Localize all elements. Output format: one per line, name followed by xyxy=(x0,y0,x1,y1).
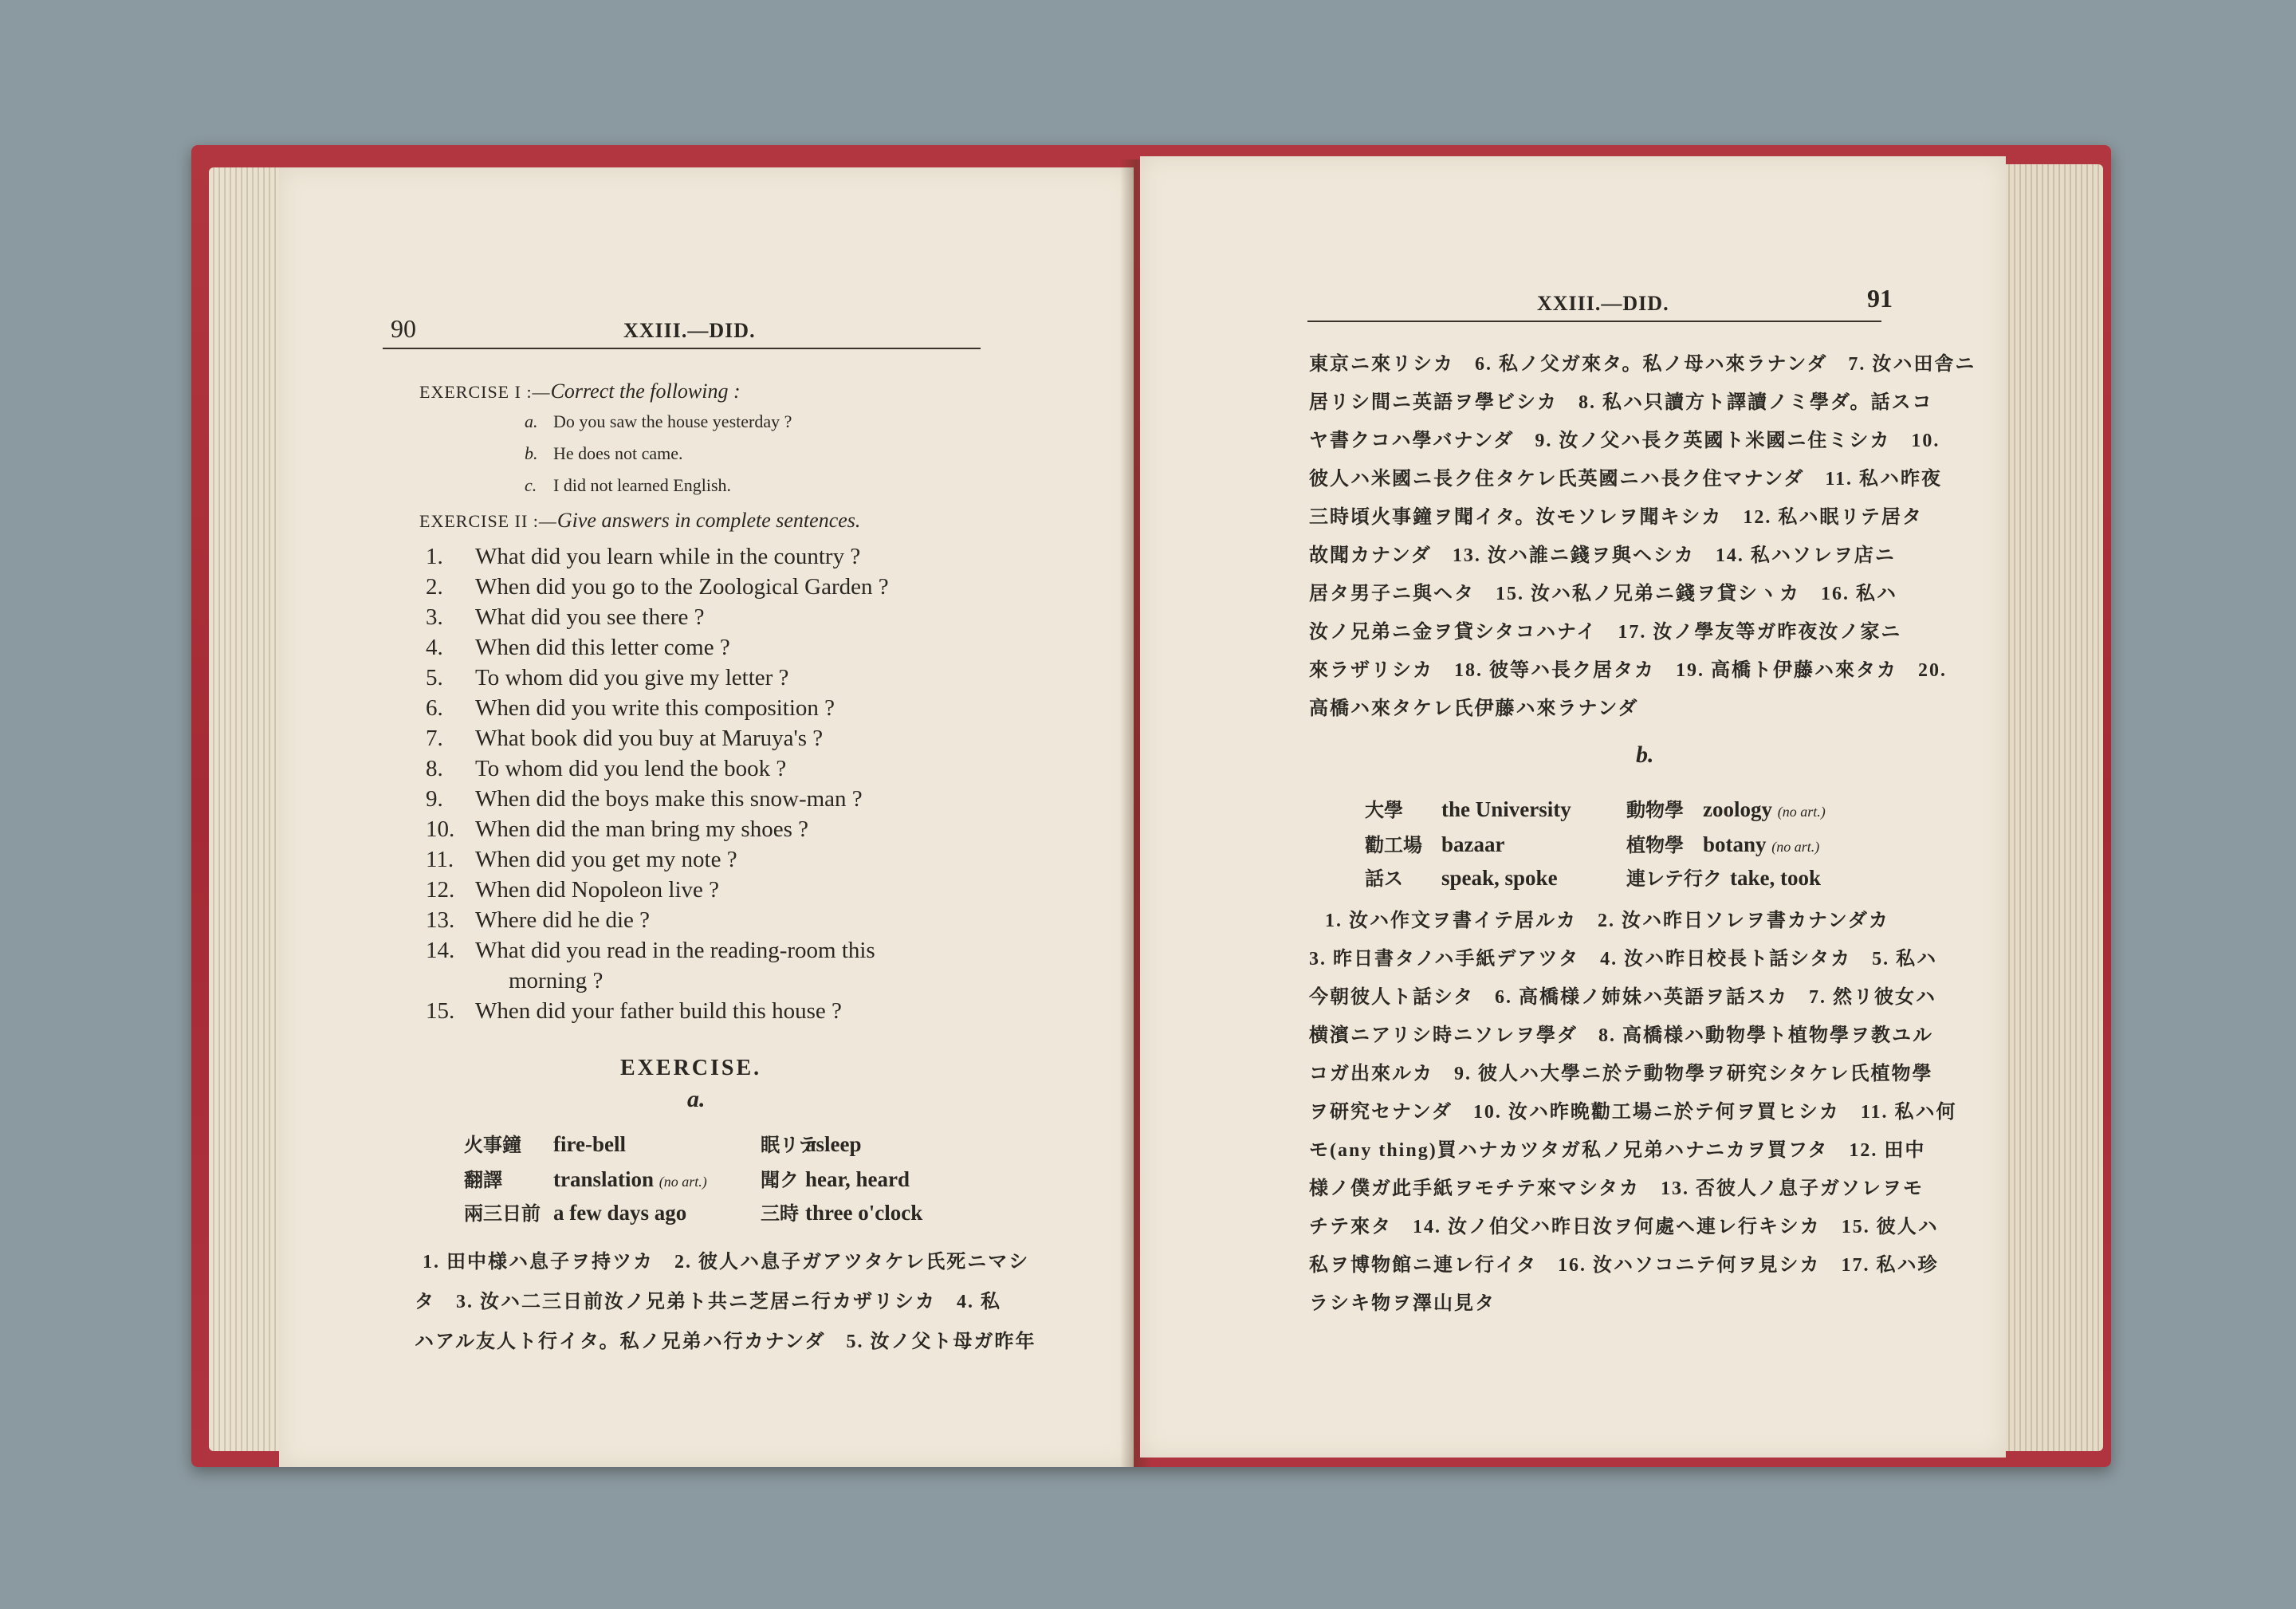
exercise-heading: EXERCISE. xyxy=(620,1056,762,1080)
japanese-line: 東京ニ來リシカ 6. 私ノ父ガ來タ。私ノ母ハ來ラナンダ 7. 汝ハ田舎ニ xyxy=(1309,354,1976,375)
japanese-line: ヲ研究セナンダ 10. 汝ハ昨晩勸工場ニ於テ何ヲ買ヒシカ 11. 私ハ何 xyxy=(1309,1102,1957,1123)
japanese-line: 居リシ間ニ英語ヲ學ビシカ 8. 私ハ只讀方ト譯讀ノミ學ダ。話スコ xyxy=(1309,392,1933,413)
section-a-label: a. xyxy=(687,1086,706,1112)
header-rule xyxy=(1307,321,1881,322)
japanese-line: 故聞カナンダ 13. 汝ハ誰ニ錢ヲ與ヘシカ 14. 私ハソレヲ店ニ xyxy=(1309,545,1896,566)
left-page xyxy=(279,167,1134,1467)
japanese-line: 私ヲ博物館ニ連レ行イタ 16. 汝ハソコニテ何ヲ見シカ 17. 私ハ珍 xyxy=(1309,1255,1939,1276)
question-item: 14. What did you read in the reading-room this xyxy=(426,938,875,963)
vocab-row: 火事鐘 fire-bell 眠リテasleep xyxy=(464,1132,862,1156)
japanese-line: 3. 昨日書タノハ手紙デアツタ 4. 汝ハ昨日校長ト話シタカ 5. 私ハ xyxy=(1309,949,1938,970)
exercise2-heading: EXERCISE II :—Give answers in complete sentences. xyxy=(419,509,861,532)
question-item: 6. When did you write this composition ? xyxy=(426,695,835,721)
japanese-line: 今朝彼人ト話シタ 6. 高橋様ノ姉妹ハ英語ヲ話スカ 7. 然リ彼女ハ xyxy=(1309,987,1937,1008)
question-item: 10. When did the man bring my shoes ? xyxy=(426,816,808,842)
question-item: 4. When did this letter come ? xyxy=(426,635,730,660)
japanese-line: モ(any thing)買ハナカツタガ私ノ兄弟ハナニカヲ買フタ 12. 田中 xyxy=(1309,1140,1926,1161)
question-item: 3. What did you see there ? xyxy=(426,604,705,630)
page-edges-right xyxy=(1993,164,2103,1451)
running-head: XXIII.—DID. xyxy=(623,319,756,342)
page-number: 90 xyxy=(391,314,416,343)
question-item: 11. When did you get my note ? xyxy=(426,847,737,872)
japanese-line: ハアル友人ト行イタ。私ノ兄弟ハ行カナンダ 5. 汝ノ父ト母ガ昨年 xyxy=(415,1332,1036,1352)
page-edges-left xyxy=(209,167,289,1451)
correction-a: a. Do you saw the house yesterday ? xyxy=(525,411,792,431)
vocab-row: 兩三日前 a few days ago 三時 three o'clock xyxy=(464,1201,923,1225)
question-item: 2. When did you go to the Zoological Garden ? xyxy=(426,574,889,600)
japanese-line: 彼人ハ米國ニ長ク住タケレ氏英國ニハ長ク住マナンダ 11. 私ハ昨夜 xyxy=(1309,469,1943,490)
page-number: 91 xyxy=(1867,284,1893,313)
japanese-line: チテ來タ 14. 汝ノ伯父ハ昨日汝ヲ何處ヘ連レ行キシカ 15. 彼人ハ xyxy=(1309,1217,1939,1237)
japanese-line: 1. 田中様ハ息子ヲ持ツカ 2. 彼人ハ息子ガアツタケレ氏死ニマシ xyxy=(423,1252,1030,1273)
japanese-line: 來ラザリシカ 18. 彼等ハ長ク居タカ 19. 高橋ト伊藤ハ來タカ 20. xyxy=(1309,660,1947,681)
japanese-line: 居タ男子ニ與ヘタ 15. 汝ハ私ノ兄弟ニ錢ヲ貸シヽカ 16. 私ハ xyxy=(1309,584,1897,604)
question-item: 1. What did you learn while in the country ? xyxy=(426,544,861,569)
vocab-row: 話ス speak, spoke 連レテ行ク take, took xyxy=(1365,866,1821,890)
japanese-line: 1. 汝ハ作文ヲ書イテ居ルカ 2. 汝ハ昨日ソレヲ書カナンダカ xyxy=(1325,911,1889,931)
question-item: morning ? xyxy=(509,968,603,993)
japanese-line: 高橋ハ來タケレ氏伊藤ハ來ラナンダ xyxy=(1309,698,1639,719)
japanese-line: 様ノ僕ガ此手紙ヲモチテ來マシタカ 13. 否彼人ノ息子ガソレヲモ xyxy=(1309,1178,1924,1199)
question-item: 15. When did your father build this house ? xyxy=(426,998,842,1024)
correction-b: b. He does not came. xyxy=(525,443,683,463)
header-rule xyxy=(383,348,981,349)
japanese-line: ラシキ物ヲ澤山見タ xyxy=(1309,1293,1496,1314)
japanese-line: 横濱ニアリシ時ニソレヲ學ダ 8. 高橋様ハ動物學ト植物學ヲ教ユル xyxy=(1309,1025,1934,1046)
running-head: XXIII.—DID. xyxy=(1537,292,1669,315)
correction-c: c. I did not learned English. xyxy=(525,475,732,495)
vocab-row: 大學 the University 動物學 zoology (no art.) xyxy=(1365,797,1826,821)
vocab-row: 翻譯 translation (no art.) 聞ク hear, heard xyxy=(464,1167,910,1191)
japanese-line: タ 3. 汝ハ二三日前汝ノ兄弟ト共ニ芝居ニ行カザリシカ 4. 私 xyxy=(415,1292,1001,1312)
question-item: 12. When did Nopoleon live ? xyxy=(426,877,720,903)
question-item: 5. To whom did you give my letter ? xyxy=(426,665,789,690)
japanese-line: コガ出來ルカ 9. 彼人ハ大學ニ於テ動物學ヲ研究シタケレ氏植物學 xyxy=(1309,1064,1933,1084)
japanese-line: 汝ノ兄弟ニ金ヲ貸シタコハナイ 17. 汝ノ學友等ガ昨夜汝ノ家ニ xyxy=(1309,622,1902,643)
exercise1-heading: EXERCISE I :—Correct the following : xyxy=(419,380,741,403)
section-b-label: b. xyxy=(1636,742,1654,768)
vocab-row: 勸工場 bazaar 植物學 botany (no art.) xyxy=(1365,832,1820,856)
japanese-line: ヤ書クコハ學バナンダ 9. 汝ノ父ハ長ク英國ト米國ニ住ミシカ 10. xyxy=(1309,431,1940,451)
japanese-line: 三時頃火事鐘ヲ聞イタ。汝モソレヲ聞キシカ 12. 私ハ眠リテ居タ xyxy=(1309,507,1923,528)
right-page xyxy=(1140,156,2006,1458)
question-item: 7. What book did you buy at Maruya's ? xyxy=(426,726,824,751)
question-item: 13. Where did he die ? xyxy=(426,907,651,933)
question-item: 8. To whom did you lend the book ? xyxy=(426,756,787,781)
question-item: 9. When did the boys make this snow-man ? xyxy=(426,786,863,812)
